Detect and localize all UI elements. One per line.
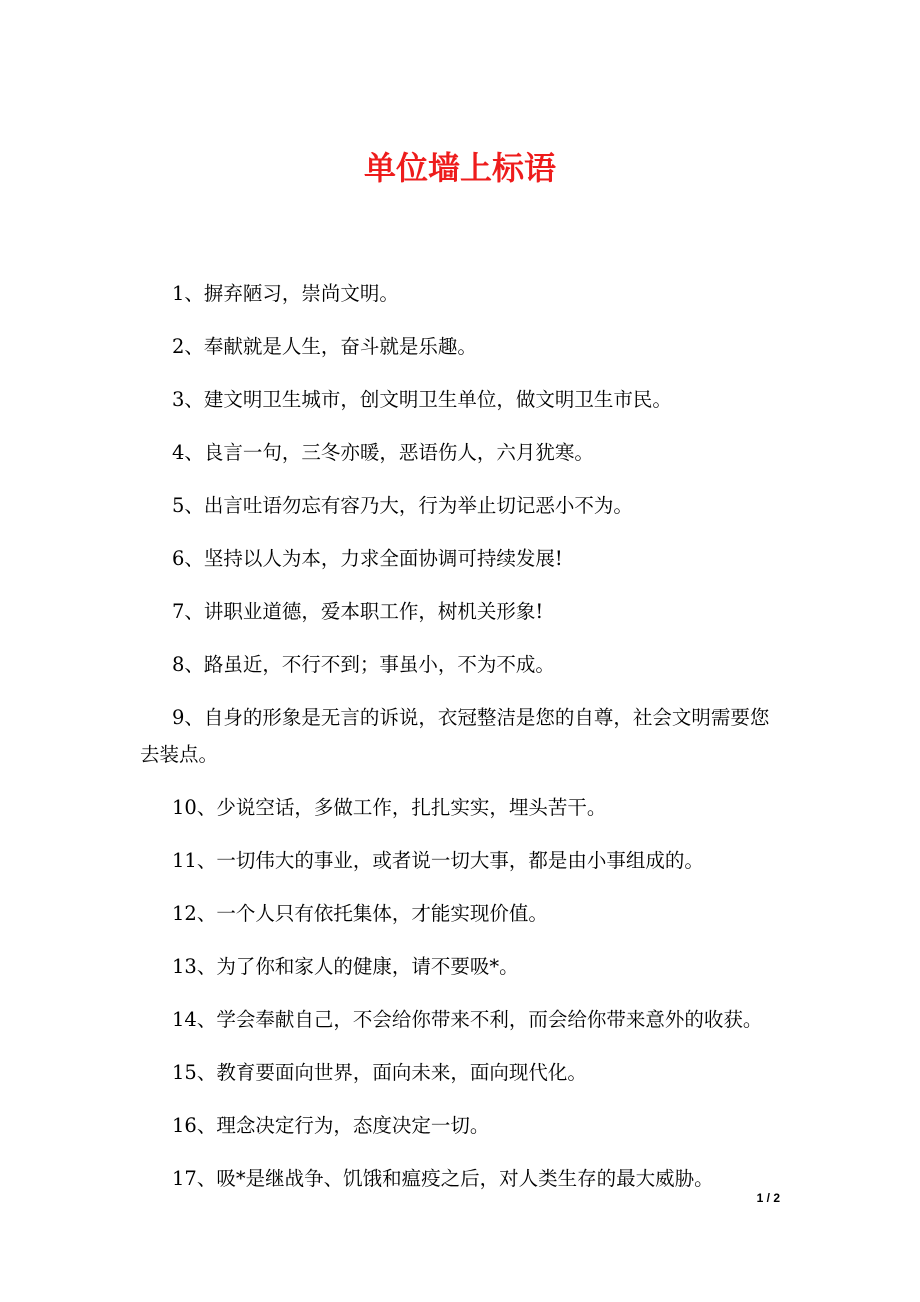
list-item: 4、良言一句，三冬亦暖，恶语伤人，六月犹寒。	[172, 441, 594, 464]
list-item: 16、理念决定行为，态度决定一切。	[172, 1114, 490, 1137]
list-item: 7、讲职业道德，爱本职工作，树机关形象!	[172, 600, 544, 623]
list-item: 5、出言吐语勿忘有容乃大，行为举止切记恶小不为。	[172, 494, 633, 517]
list-item: 14、学会奉献自己，不会给你带来不利，而会给你带来意外的收获。	[172, 1008, 763, 1031]
list-item: 1、摒弃陋习，崇尚文明。	[172, 282, 399, 305]
list-item: 13、为了你和家人的健康，请不要吸*。	[172, 955, 519, 978]
list-item: 10、少说空话，多做工作，扎扎实实，埋头苦干。	[172, 796, 607, 819]
list-item: 9、自身的形象是无言的诉说，衣冠整洁是您的自尊，社会文明需要您去装点。	[140, 706, 770, 766]
list-item: 11、一切伟大的事业，或者说一切大事，都是由小事组成的。	[172, 849, 704, 872]
list-item: 15、教育要面向世界，面向未来，面向现代化。	[172, 1061, 587, 1084]
page-number: 1 / 2	[756, 1191, 780, 1205]
list-item: 8、路虽近，不行不到；事虽小，不为不成。	[172, 653, 555, 676]
slogan-list	[140, 275, 782, 1213]
list-item: 2、奉献就是人生，奋斗就是乐趣。	[172, 335, 477, 358]
list-item: 3、建文明卫生城市，创文明卫生单位，做文明卫生市民。	[172, 388, 672, 411]
list-item: 6、坚持以人为本，力求全面协调可持续发展!	[172, 547, 563, 570]
document-title: 单位墙上标语	[363, 149, 556, 187]
list-item: 17、吸*是继战争、饥饿和瘟疫之后，对人类生存的最大威胁。	[172, 1167, 714, 1190]
list-item: 12、一个人只有依托集体，才能实现价值。	[172, 902, 548, 925]
